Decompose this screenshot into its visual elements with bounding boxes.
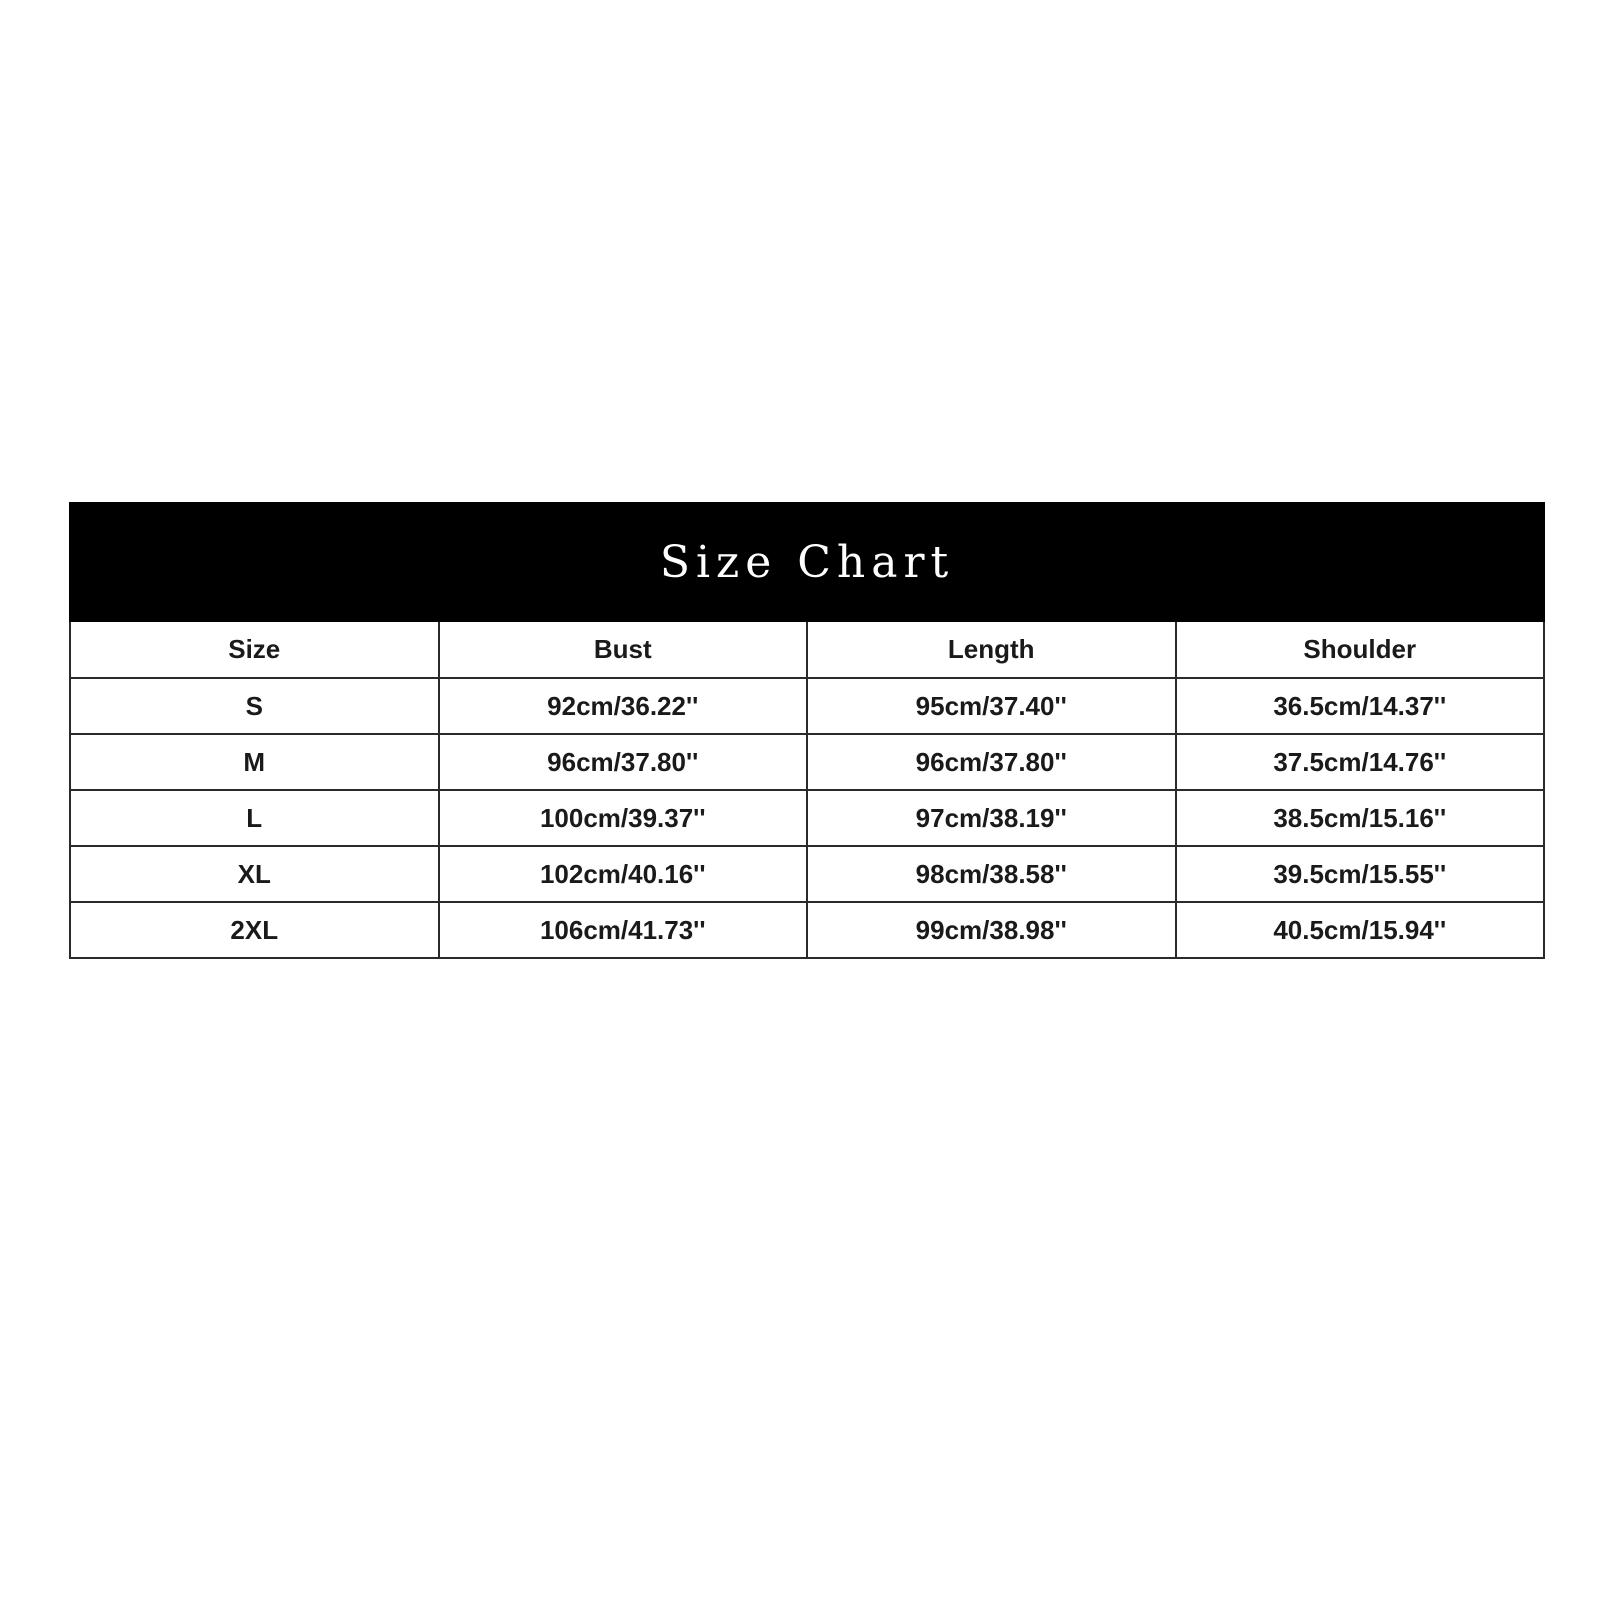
cell-length: 98cm/38.58'' (807, 846, 1176, 902)
cell-shoulder: 39.5cm/15.55'' (1176, 846, 1545, 902)
size-chart (69, 502, 1545, 959)
table-row (70, 902, 1544, 958)
table-header-row (70, 622, 1544, 678)
cell-size: XL (70, 846, 439, 902)
column-header-size: Size (70, 622, 439, 678)
cell-length: 97cm/38.19'' (807, 790, 1176, 846)
cell-length: 99cm/38.98'' (807, 902, 1176, 958)
size-chart-title: Size Chart (69, 502, 1545, 622)
column-header-shoulder: Shoulder (1176, 622, 1545, 678)
table-row (70, 678, 1544, 734)
table-row (70, 846, 1544, 902)
cell-bust: 92cm/36.22'' (439, 678, 808, 734)
table-row (70, 790, 1544, 846)
column-header-bust: Bust (439, 622, 808, 678)
cell-length: 96cm/37.80'' (807, 734, 1176, 790)
table-row (70, 734, 1544, 790)
cell-shoulder: 38.5cm/15.16'' (1176, 790, 1545, 846)
cell-size: 2XL (70, 902, 439, 958)
column-header-length: Length (807, 622, 1176, 678)
cell-shoulder: 37.5cm/14.76'' (1176, 734, 1545, 790)
cell-size: M (70, 734, 439, 790)
cell-bust: 96cm/37.80'' (439, 734, 808, 790)
cell-size: S (70, 678, 439, 734)
cell-shoulder: 36.5cm/14.37'' (1176, 678, 1545, 734)
cell-shoulder: 40.5cm/15.94'' (1176, 902, 1545, 958)
cell-bust: 102cm/40.16'' (439, 846, 808, 902)
cell-bust: 100cm/39.37'' (439, 790, 808, 846)
cell-bust: 106cm/41.73'' (439, 902, 808, 958)
cell-length: 95cm/37.40'' (807, 678, 1176, 734)
cell-size: L (70, 790, 439, 846)
size-table (69, 622, 1545, 959)
